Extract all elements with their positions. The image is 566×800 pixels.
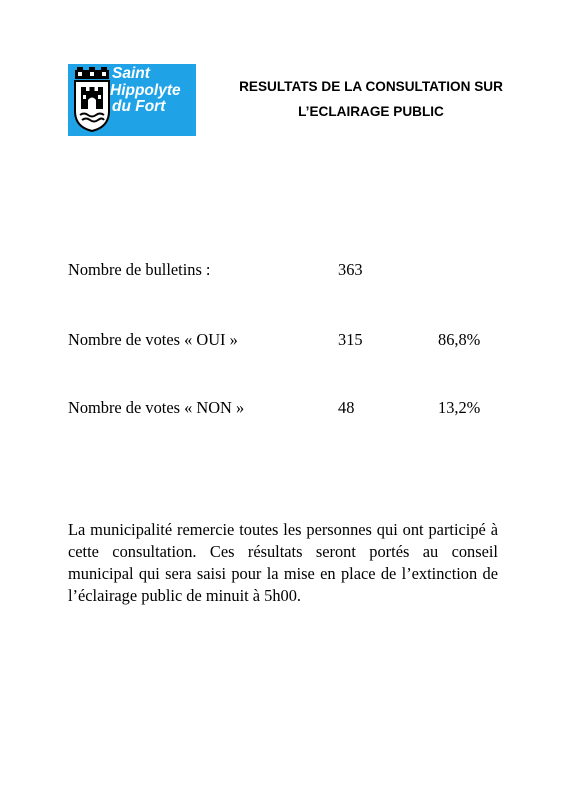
result-label: Nombre de bulletins : — [68, 260, 211, 279]
title-line-1: RESULTATS DE LA CONSULTATION SUR — [239, 79, 503, 94]
logo-line-3: du Fort — [112, 98, 166, 115]
document-title — [200, 74, 542, 124]
result-count: 363 — [338, 260, 363, 279]
town-coat-of-arms-icon — [72, 67, 112, 133]
result-label: Nombre de votes « OUI » — [68, 330, 238, 349]
logo-line-1: Saint — [112, 65, 150, 82]
title-line-2: L’ECLAIRAGE PUBLIC — [298, 104, 444, 119]
logo-line-2: Hippolyte — [110, 81, 181, 99]
town-logo — [68, 64, 196, 136]
result-percent: 13,2% — [438, 398, 481, 417]
logo-wordmark — [112, 66, 181, 116]
result-count: 48 — [338, 398, 355, 417]
result-percent: 86,8% — [438, 330, 481, 349]
result-count: 315 — [338, 330, 363, 349]
closing-message: La municipalité remercie toutes les personnes qui ont participé à cette consultation. Ces résultats seront portés au conseil municipal qui sera saisi pour la mise en place de l’extinction de l’éclairage public de minuit à 5h00. — [68, 520, 498, 606]
result-label: Nombre de votes « NON » — [68, 398, 245, 417]
